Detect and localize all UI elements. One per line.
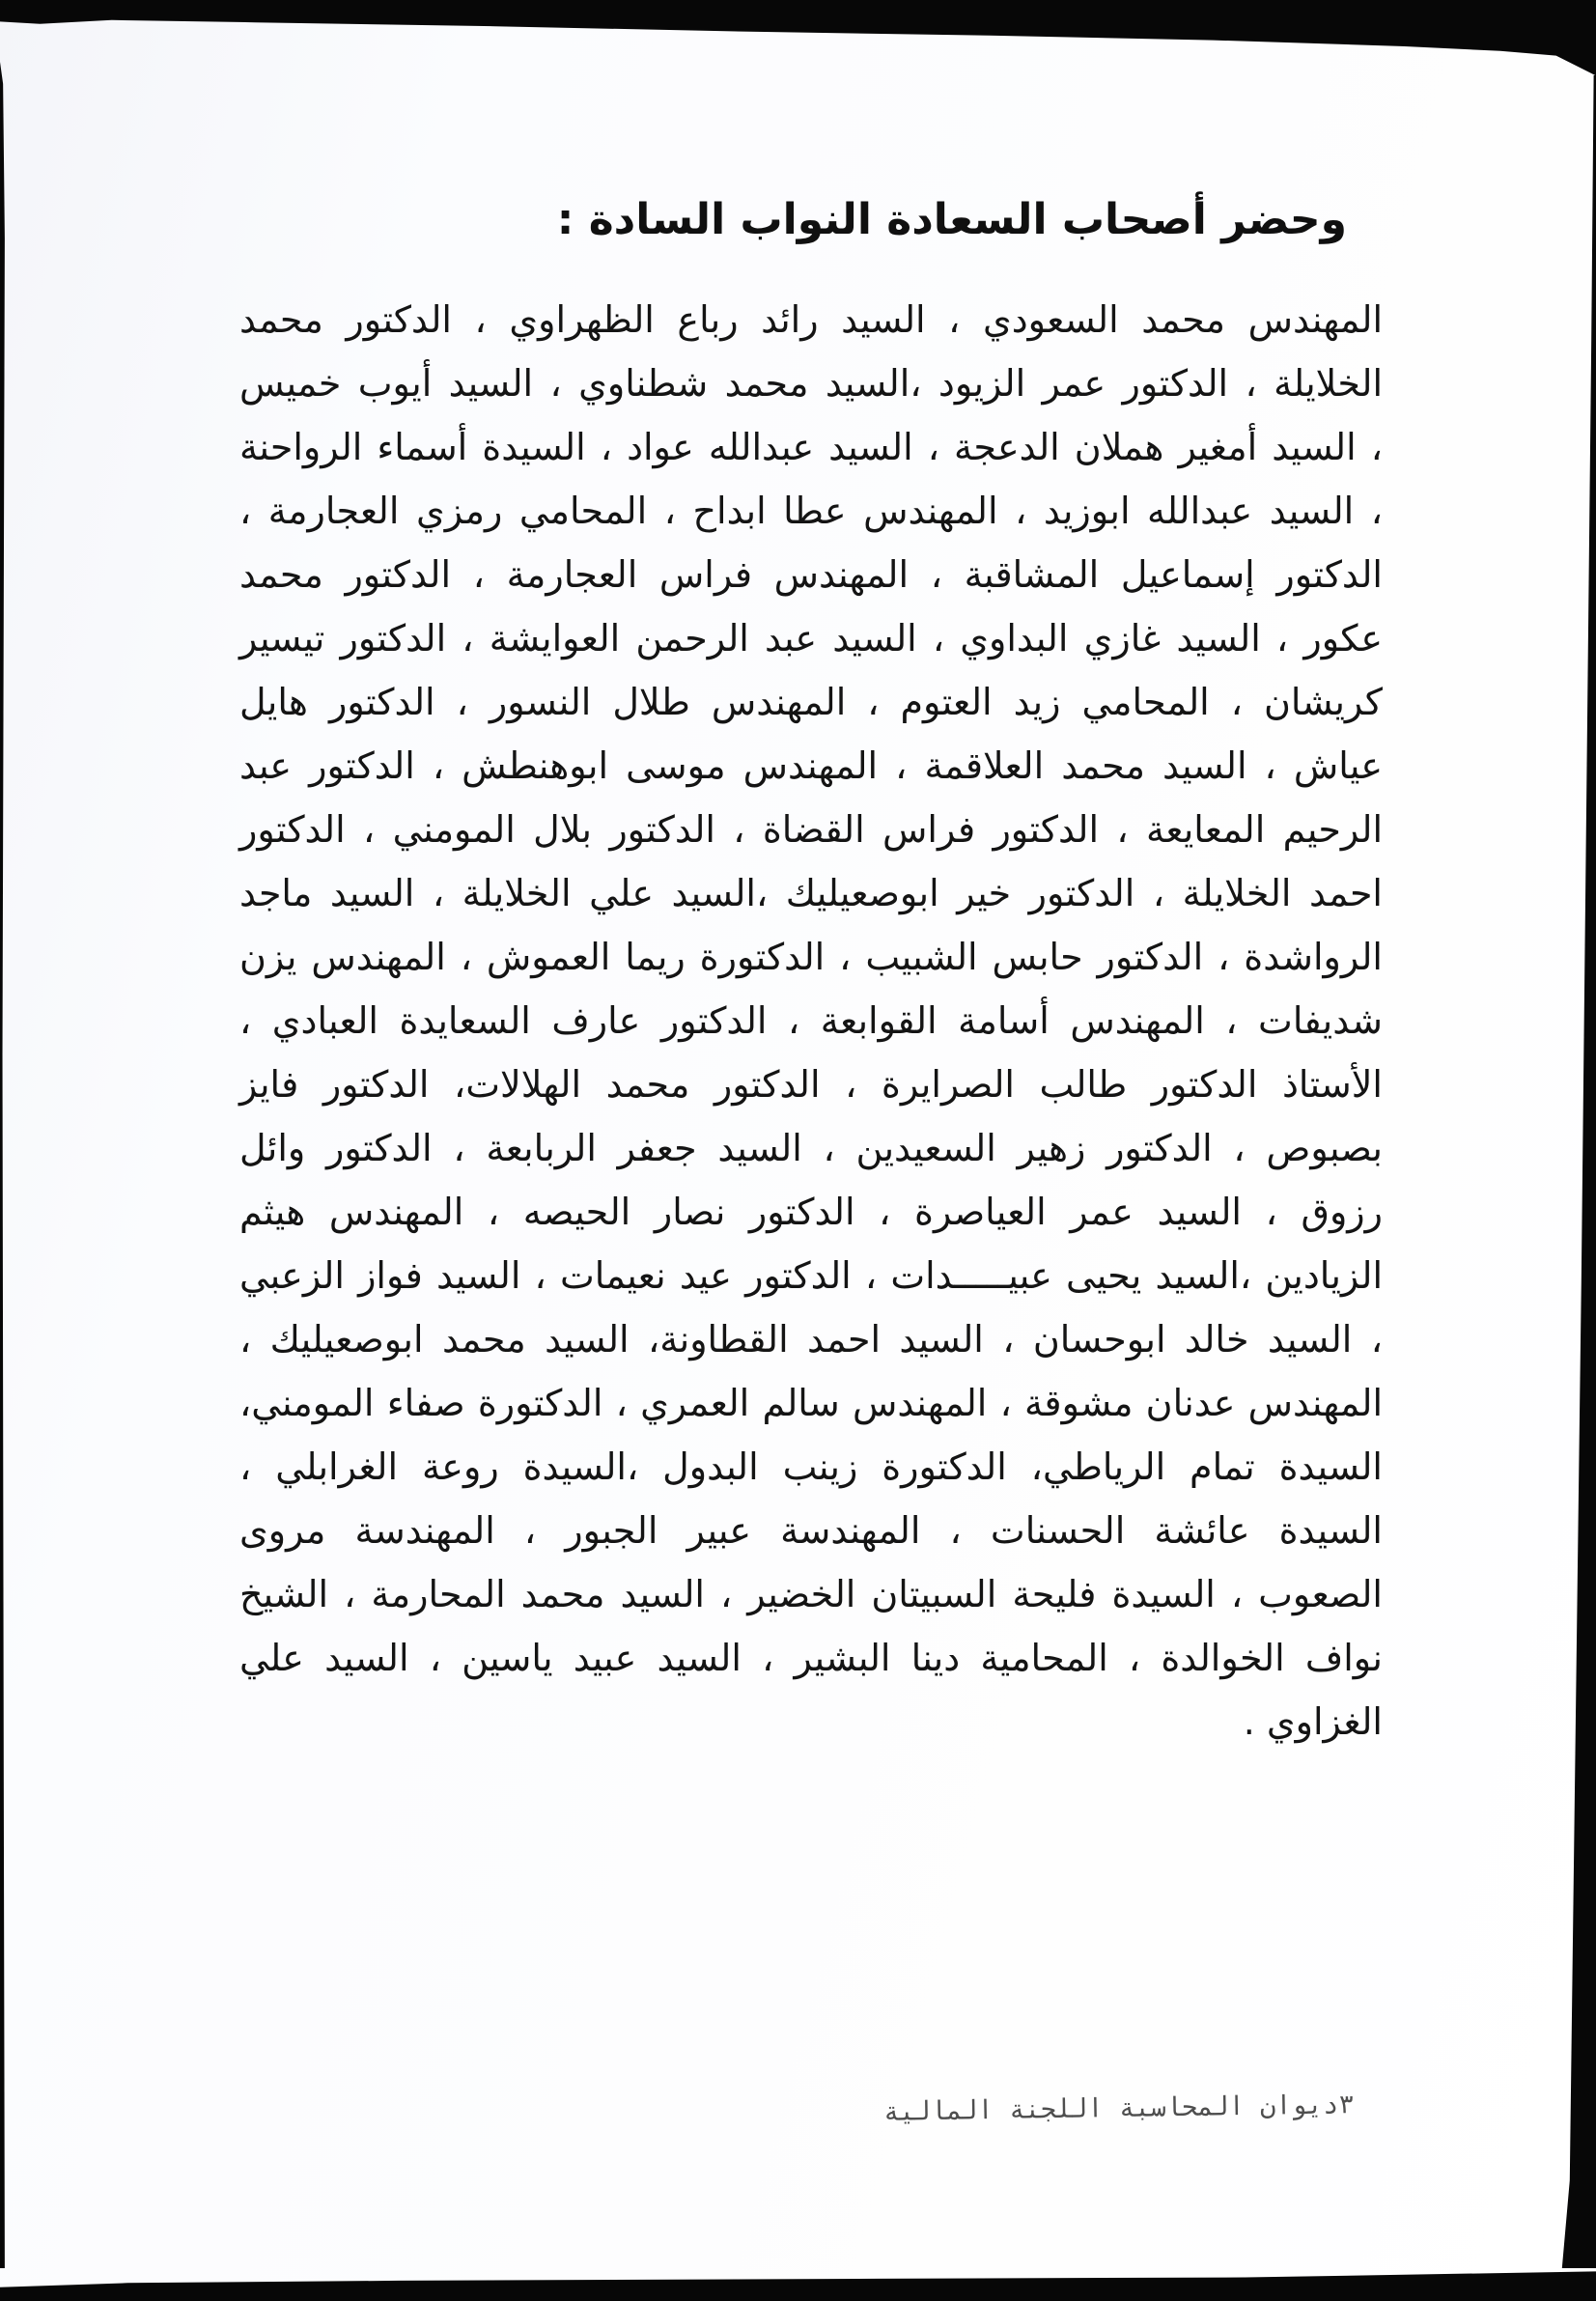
paragraph-line: السيدة تمام الرياطي، الدكتورة زينب البدول ،السيدة روعة الغرابلي ،: [239, 1445, 1383, 1488]
paragraph-line: الغزاوي .: [1243, 1700, 1383, 1743]
paragraph-line: بصبوص ، الدكتور زهير السعيدين ، السيد جعفر الربابعة ، الدكتور وائل: [239, 1127, 1383, 1169]
paragraph-line: شديفات ، المهندس أسامة القوابعة ، الدكتور عارف السعايدة العبادي ،: [239, 999, 1383, 1042]
paragraph-line: عياش ، السيد محمد العلاقمة ، المهندس موسى ابوهنطش ، الدكتور عبد: [239, 744, 1383, 787]
paragraph-line: كريشان ، المحامي زيد العتوم ، المهندس طلال النسور ، الدكتور هايل: [239, 681, 1383, 723]
attendees-heading: وحضر أصحاب السعادة النواب السادة :: [556, 195, 1347, 244]
paragraph-line: الدكتور إسماعيل المشاقبة ، المهندس فراس العجارمة ، الدكتور محمد: [239, 553, 1383, 596]
scan-edge-bottom: [0, 2268, 1596, 2301]
paragraph-line: المهندس محمد السعودي ، السيد رائد رباع الظهراوي ، الدكتور محمد: [239, 298, 1383, 341]
footer-org-text: ديوان المحاسبة اللجنة المالية: [883, 2090, 1339, 2127]
scan-edge-left: [0, 62, 7, 2268]
paragraph-line: ، السيد أمغير هملان الدعجة ، السيد عبدالله عواد ، السيدة أسماء الرواحنة: [239, 426, 1383, 468]
attendees-paragraph: [239, 288, 1383, 1754]
scan-edge-right: [1557, 75, 1596, 2268]
paragraph-line: الرحيم المعايعة ، الدكتور فراس القضاة ، الدكتور بلال المومني ، الدكتور: [239, 808, 1383, 851]
paragraph-line: رزوق ، السيد عمر العياصرة ، الدكتور نصار الحيصه ، المهندس هيثم: [239, 1191, 1383, 1233]
paragraph-line: عكور ، السيد غازي البداوي ، السيد عبد الرحمن العوايشة ، الدكتور تيسير: [239, 617, 1383, 659]
paragraph-line: ، السيد عبدالله ابوزيد ، المهندس عطا ابداح ، المحامي رمزي العجارمة ،: [239, 490, 1383, 532]
paragraph-line: الأستاذ الدكتور طالب الصرايرة ، الدكتور محمد الهلالات، الدكتور فايز: [239, 1063, 1383, 1106]
paragraph-line: ، السيد خالد ابوحسان ، السيد احمد القطاونة، السيد محمد ابوصعيليك ،: [239, 1318, 1383, 1361]
paragraph-line: احمد الخلايلة ، الدكتور خير ابوصعيليك ،السيد علي الخلايلة ، السيد ماجد: [239, 872, 1383, 914]
paragraph-line: الخلايلة ، الدكتور عمر الزيود ،السيد محمد شطناوي ، السيد أيوب خميس: [239, 362, 1383, 405]
paragraph-line: الرواشدة ، الدكتور حابس الشبيب ، الدكتورة ريما العموش ، المهندس يزن: [239, 936, 1383, 978]
page-number: ٣: [1338, 2090, 1356, 2120]
paragraph-line: المهندس عدنان مشوقة ، المهندس سالم العمري ، الدكتورة صفاء المومني،: [239, 1382, 1383, 1424]
paragraph-line: نواف الخوالدة ، المحامية دينا البشير ، السيد عبيد ياسين ، السيد علي: [239, 1637, 1383, 1679]
paragraph-line: الصعوب ، السيدة فليحة السبيتان الخضير ، السيد محمد المحارمة ، الشيخ: [239, 1573, 1383, 1615]
paragraph-line: الزيادين ،السيد يحيى عبيـــــدات ، الدكتور عيد نعيمات ، السيد فواز الزعبي: [239, 1254, 1383, 1297]
paragraph-line: السيدة عائشة الحسنات ، المهندسة عبير الجبور ، المهندسة مروى: [239, 1509, 1383, 1552]
scan-edge-top: [0, 0, 1596, 77]
page-footer: [883, 2090, 1355, 2127]
